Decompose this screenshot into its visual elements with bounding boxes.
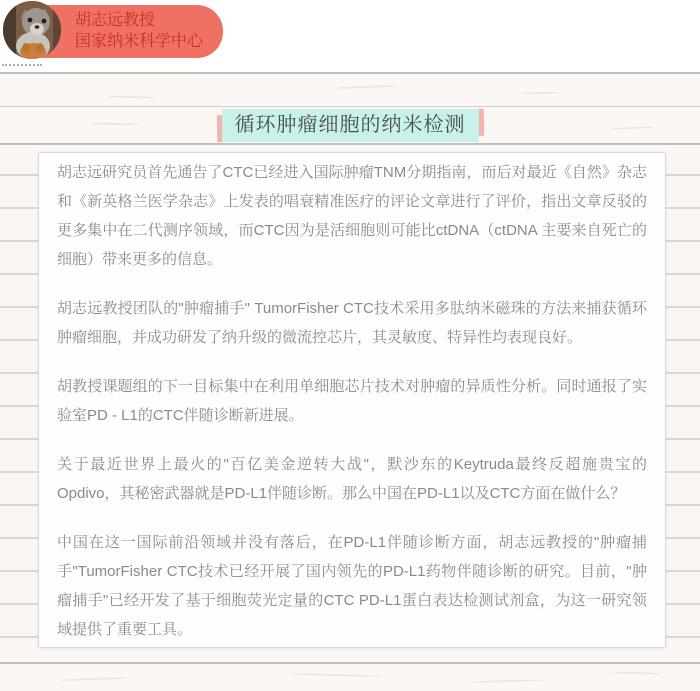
paper-band-upper [0,74,700,106]
article-body [38,152,666,648]
paper-band-footer [0,664,700,691]
paragraph-1: 胡志远研究员首先通告了CTC已经进入国际肿瘤TNM分期指南，而后对最近《自然》杂志和《新英格兰医学杂志》上发表的唱衰精准医疗的评论文章进行了评价，指出文章反驳的更多集中在二代测序领域，而CTC因为是活细胞则可能比ctDNA（ctDNA 主要来自死亡的细胞）带来更多的信息。 [57,164,647,268]
title-band [0,107,700,143]
author-name: 胡志远教授 [75,12,156,29]
paragraph-4: 关于最近世界上最火的"百亿美金逆转大战"，默沙东的Keytruda最终反超施贵宝的Opdivo，其秘密武器就是PD-L1伴随诊断。那么中国在PD-L1以及CTC方面在做什么？ [57,456,647,502]
pencil-stroke [90,123,140,126]
pencil-stroke [290,673,380,677]
pencil-stroke [520,92,560,95]
author-badge[interactable] [33,5,223,58]
pencil-stroke [610,126,654,130]
paragraph-5: 中国在这一国际前沿领域并没有落后，在PD-L1伴随诊断方面，胡志远教授的"肿瘤捕手"TumorFisher CTC技术已经开展了国内领先的PD-L1药物伴随诊断的研究。目前，"肿瘤捕手"已经开发了基于细胞荧光定量的CTC PD-L1蛋白表达检测试剂盒，为这一研究领域提供了重要工具。 [57,534,647,638]
paragraph-3: 胡教授课题组的下一目标集中在利用单细胞芯片技术对肿瘤的异质性分析。同时通报了实验室PD - L1的CTC伴随诊断新进展。 [57,378,647,424]
squirrel-avatar[interactable] [3,1,61,59]
dotted-divider [2,64,42,66]
pencil-stroke [470,679,546,683]
pencil-stroke [108,95,154,98]
author-affiliation: 国家纳米科学中心 [75,33,204,50]
squirrel-avatar-icon [3,1,61,59]
paragraph-2: 胡志远教授团队的"肿瘤捕手" TumorFisher CTC技术采用多肽纳米磁珠的方法来捕获循环肿瘤细胞，并成功研发了纳升级的微流控芯片，其灵敏度、特异性均表现良好。 [57,300,647,346]
pencil-stroke [335,85,397,89]
page-title-wrap [222,109,479,142]
pencil-stroke [610,671,662,675]
pencil-stroke [60,677,130,681]
page-header [0,0,700,73]
page-title: 循环肿瘤细胞的纳米检测 [222,109,479,142]
